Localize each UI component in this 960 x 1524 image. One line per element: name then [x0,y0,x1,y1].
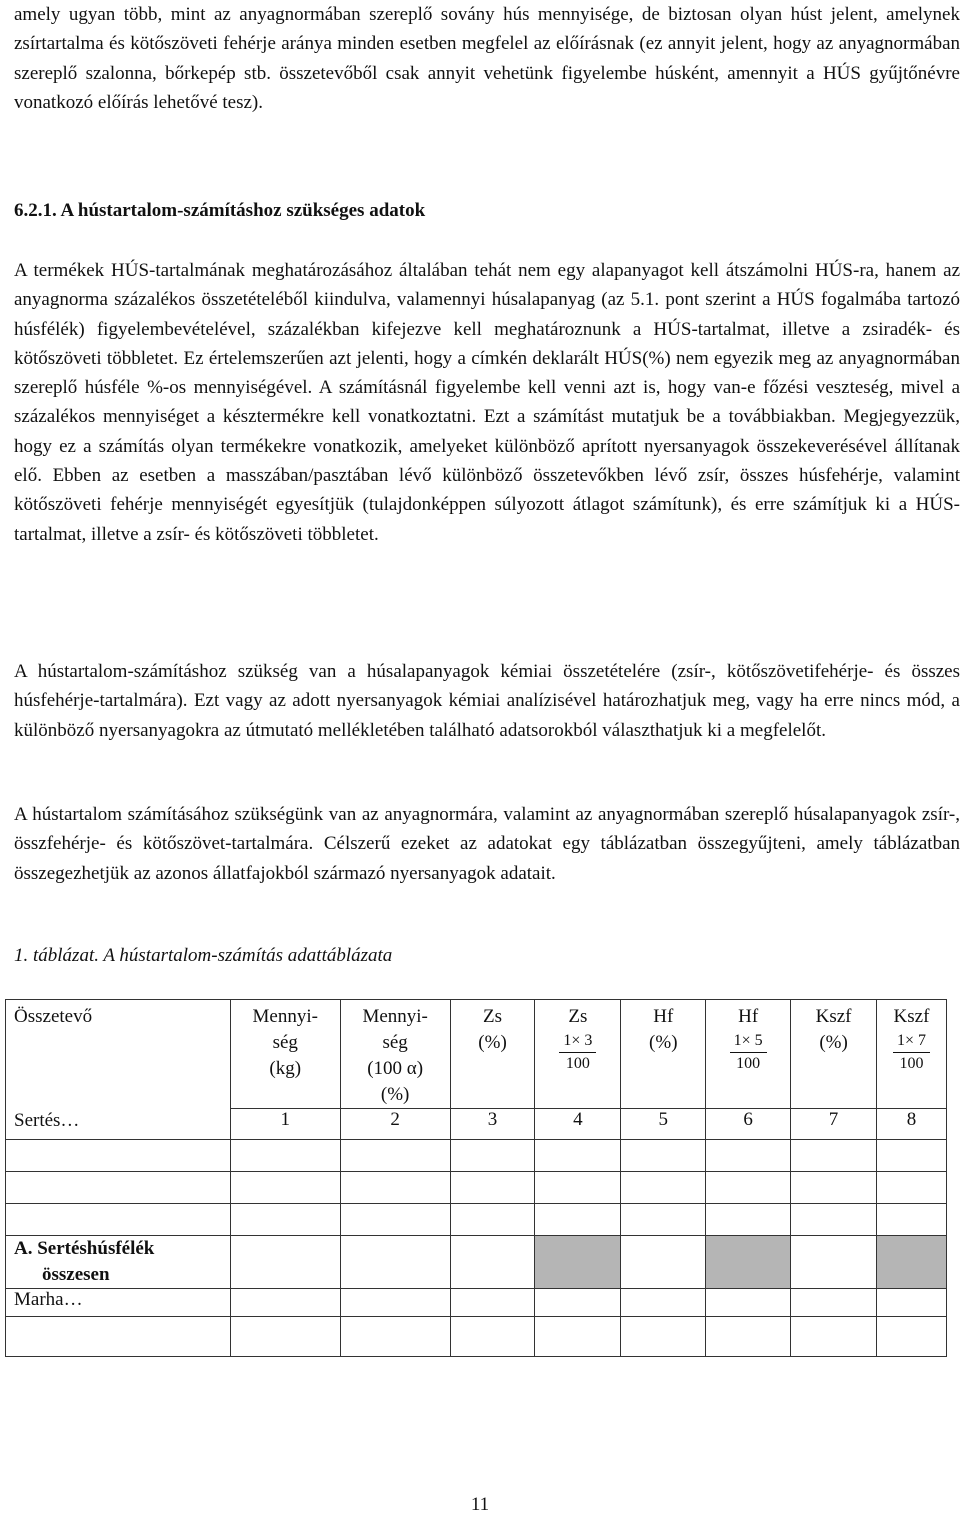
table-row-total-pork [6,1236,947,1289]
header-zs-fraction: Zs $\frac{1\times 3}{100}$ [535,1000,621,1109]
table-row [6,1172,947,1204]
col-number: 7 [791,1109,877,1140]
header-zs: Zs (%) [450,1000,535,1109]
col-number: 1 [230,1109,340,1140]
paragraph-table-intro: A hústartalom számításához szükségünk van az anyagnormára, valamint az anyagnormában szereplő húsalapanyagok zsír-, összfehérje- és kötőszövet-tartalmára. Célszerű ezeket az adatokat egy táblázatban összegyűjteni, amely táblázatban összegezhetjük az azonos állatfajokból származó nyersanyagok adatait. [14,804,960,884]
col-number: 8 [877,1109,947,1140]
table-row [6,1204,947,1236]
header-hf-fraction: Hf $\frac{1\times 5}{100}$ [706,1000,791,1109]
section-heading: 6.2.1. A hústartalom-számításhoz szükséges adatok [14,200,426,221]
table-caption: 1. táblázat. A hústartalom-számítás adattáblázata [14,945,393,966]
table-row [6,1317,947,1357]
shaded-cell [706,1236,791,1289]
header-mennyiseg-pct: Mennyi- ség (100 α) (%) [340,1000,450,1109]
header-kszf-fraction: Kszf $\frac{1\times 7}{100}$ [877,1000,947,1109]
header-hf: Hf (%) [621,1000,706,1109]
col-number: 5 [621,1109,706,1140]
header-kszf: Kszf (%) [791,1000,877,1109]
table-row [6,1140,947,1172]
shaded-cell [535,1236,621,1289]
header-mennyiseg-kg: Mennyi- ség (kg) [230,1000,340,1109]
header-osszetevo: Összetevő Sertés… [6,1000,231,1140]
row-label-beef: Marha… [6,1289,231,1317]
paragraph-chemical: A hústartalom-számításhoz szükség van a húsalapanyagok kémiai összetételére (zsír-, kötőszövetifehérje- és összes húsfehérje-tartalmára). Ezt vagy az adott nyersanyagok kémiai analízisével határozhatjuk meg, vagy ha erre nincs mód, a különböző nyersanyagokra az útmutató mellékletében található adatsorokból választhatjuk ki a megfelelőt. [14,661,960,741]
col-number: 6 [706,1109,791,1140]
page-number: 11 [470,1494,490,1515]
col-number: 2 [340,1109,450,1140]
table-row-beef [6,1289,947,1317]
data-table [5,999,947,1357]
row-label-total: A. Sertéshúsfélék összesen [6,1236,231,1289]
paragraph-intro: amely ugyan több, mint az anyagnormában szereplő sovány hús mennyisége, de biztosan olyan húst jelent, amelynek zsírtartalma és kötőszöveti fehérje aránya minden esetben megfelel az előírásnak (ez annyit jelent, hogy az anyagnormában szereplő szalonna, bőrkepép stb. összetevőből csak annyit vehetünk figyelembe húsként, amennyit a HÚS gyűjtőnévre vonatkozó előírás lehetővé tesz). [14,4,960,113]
col-number: 4 [535,1109,621,1140]
paragraph-main: A termékek HÚS-tartalmának meghatározásához általában tehát nem egy alapanyagot kell átszámolni HÚS-ra, hanem az anyagnorma százalékos összetételéből kiindulva, valamennyi húsalapanyag (az 5.1. pont szerint a HÚS fogalmába tartozó húsfélék) figyelembevételével, százalékban kifejezve kell meghatároznunk a HÚS-tartalmat, illetve a zsiradék- és kötőszöveti többletet. Ez értelemszerűen azt jelenti, hogy a címkén deklarált HÚS(%) nem egyezik meg az anyagnormában szereplő húsféle %-os mennyiségével. A számításnál figyelembe kell venni azt is, hogy van-e főzési veszteség, mivel a százalékos mennyiséget a késztermékre kell vonatkoztatni. Ezt a számítást mutatjuk be a továbbiakban. Megjegyezzük, hogy ez a számítás olyan termékekre vonatkozik, amelyeket különböző aprított nyersanyagok összekeverésével állítanak elő. Ebben az esetben a masszában/pasztában lévő különböző összetevőkben lévő zsír, összes húsfehérje, valamint kötőszöveti fehérje mennyiségét egyesítjük (tulajdonképpen súlyozott átlagot számítunk), és erre számítjuk ki a HÚS-tartalmat, illetve a zsír- és kötőszöveti többletet. [14,260,960,545]
table-header-row [6,1000,947,1109]
col-number: 3 [450,1109,535,1140]
shaded-cell [877,1236,947,1289]
